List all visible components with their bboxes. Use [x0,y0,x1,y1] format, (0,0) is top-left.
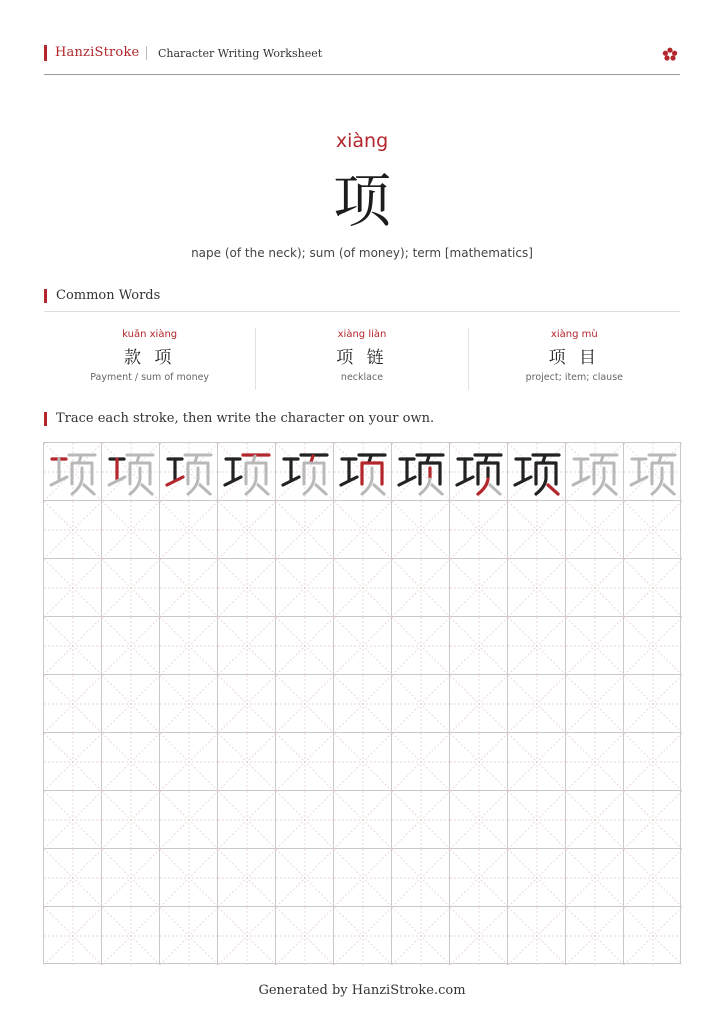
practice-cell[interactable] [450,849,508,907]
practice-cell[interactable] [566,617,624,675]
practice-cell[interactable] [102,443,160,501]
worksheet-header [44,44,680,75]
cell-guide-lines [508,791,566,849]
cell-guide-lines [160,733,218,791]
practice-cell[interactable] [334,733,392,791]
practice-cell[interactable] [450,791,508,849]
stroke-order-glyph [396,447,446,497]
cell-guide-lines [334,733,392,791]
practice-cell[interactable] [276,443,334,501]
cell-guide-lines [44,733,102,791]
practice-cell[interactable] [276,907,334,965]
practice-cell[interactable] [508,791,566,849]
common-word-item [44,328,255,390]
cell-guide-lines [218,675,276,733]
practice-cell[interactable] [624,501,682,559]
cell-guide-lines [450,791,508,849]
character-meaning: nape (of the neck); sum (of money); term [mathematics] [191,246,533,260]
practice-cell[interactable] [44,733,102,791]
brand-name: HanziStroke [55,45,140,60]
cell-guide-lines [334,501,392,559]
practice-cell[interactable] [218,733,276,791]
cell-guide-lines [44,617,102,675]
practice-cell[interactable] [334,501,392,559]
cell-guide-lines [392,675,450,733]
cell-guide-lines [102,617,160,675]
practice-cell[interactable] [566,559,624,617]
common-words-heading [44,288,160,303]
cell-guide-lines [276,907,334,965]
stroke-order-glyph [454,447,504,497]
practice-cell[interactable] [160,675,218,733]
practice-cell[interactable] [276,501,334,559]
practice-cell[interactable] [624,559,682,617]
practice-cell[interactable] [218,675,276,733]
practice-cell[interactable] [624,849,682,907]
practice-cell[interactable] [160,733,218,791]
word-meaning: project; item; clause [525,372,623,383]
practice-cell[interactable] [276,559,334,617]
cell-guide-lines [44,559,102,617]
trace-glyph [628,447,678,497]
practice-cell[interactable] [566,733,624,791]
practice-cell[interactable] [102,907,160,965]
practice-cell[interactable] [334,675,392,733]
cell-guide-lines [276,559,334,617]
stroke-order-glyph [164,447,214,497]
cell-guide-lines [624,675,682,733]
practice-cell[interactable] [276,733,334,791]
word-pinyin: xiàng mù [550,329,598,340]
cell-guide-lines [508,501,566,559]
practice-cell[interactable] [624,907,682,965]
cell-guide-lines [218,501,276,559]
cell-guide-lines [392,559,450,617]
practice-cell[interactable] [44,559,102,617]
trace-glyph [570,447,620,497]
practice-cell[interactable] [392,501,450,559]
practice-cell[interactable] [102,791,160,849]
cell-guide-lines [624,849,682,907]
practice-cell[interactable] [508,733,566,791]
stroke-order-glyph [106,447,156,497]
practice-cell[interactable] [508,675,566,733]
practice-cell[interactable] [508,849,566,907]
cell-guide-lines [450,617,508,675]
practice-cell[interactable] [44,443,102,501]
cell-guide-lines [508,617,566,675]
cell-guide-lines [566,675,624,733]
practice-cell[interactable] [160,617,218,675]
cell-guide-lines [102,675,160,733]
word-meaning: necklace [340,372,384,383]
practice-cell[interactable] [276,791,334,849]
practice-cell[interactable] [102,675,160,733]
practice-cell[interactable] [566,501,624,559]
practice-cell[interactable] [392,617,450,675]
practice-cell[interactable] [334,791,392,849]
practice-cell[interactable] [392,559,450,617]
cell-guide-lines [508,733,566,791]
practice-cell[interactable] [334,907,392,965]
cell-guide-lines [334,675,392,733]
cell-guide-lines [44,907,102,965]
practice-cell[interactable] [218,501,276,559]
cell-guide-lines [44,501,102,559]
practice-cell[interactable] [334,443,392,501]
practice-cell[interactable] [276,849,334,907]
stroke-order-glyph [512,447,562,497]
practice-cell[interactable] [450,907,508,965]
practice-cell[interactable] [450,443,508,501]
cell-guide-lines [566,617,624,675]
common-words-divider [44,311,680,312]
cell-guide-lines [624,559,682,617]
cell-guide-lines [624,617,682,675]
practice-cell[interactable] [102,559,160,617]
practice-cell[interactable] [44,501,102,559]
cell-guide-lines [160,849,218,907]
practice-cell[interactable] [508,559,566,617]
cell-guide-lines [160,907,218,965]
cell-guide-lines [450,559,508,617]
cell-guide-lines [508,675,566,733]
cell-guide-lines [44,675,102,733]
cell-guide-lines [624,501,682,559]
practice-cell[interactable] [392,907,450,965]
cell-guide-lines [102,849,160,907]
common-words-list [44,328,680,390]
practice-cell[interactable] [160,443,218,501]
practice-cell[interactable] [566,443,624,501]
cell-guide-lines [102,907,160,965]
brand-accent-bar [44,45,47,61]
practice-cell[interactable] [624,617,682,675]
practice-cell[interactable] [508,617,566,675]
word-pinyin: kuǎn xiàng [122,329,178,340]
cell-guide-lines [334,907,392,965]
cell-guide-lines [450,675,508,733]
stroke-order-glyph [338,447,388,497]
cell-guide-lines [566,907,624,965]
cell-guide-lines [276,675,334,733]
header-separator [146,46,147,60]
cell-guide-lines [566,733,624,791]
cell-guide-lines [160,501,218,559]
word-pinyin: xiàng liàn [337,329,387,340]
practice-cell[interactable] [392,675,450,733]
cell-guide-lines [392,849,450,907]
practice-cell[interactable] [450,501,508,559]
cell-guide-lines [450,501,508,559]
cell-guide-lines [160,675,218,733]
cell-guide-lines [508,907,566,965]
practice-cell[interactable] [624,733,682,791]
practice-cell[interactable] [44,791,102,849]
cell-guide-lines [160,791,218,849]
cell-guide-lines [508,849,566,907]
practice-cell[interactable] [102,733,160,791]
cell-guide-lines [102,559,160,617]
cell-guide-lines [392,733,450,791]
cell-guide-lines [566,849,624,907]
word-hanzi: 项 链 [336,348,388,368]
practice-cell[interactable] [624,443,682,501]
cell-guide-lines [624,907,682,965]
practice-cell[interactable] [566,907,624,965]
practice-cell[interactable] [102,617,160,675]
practice-cell[interactable] [624,675,682,733]
practice-cell[interactable] [218,559,276,617]
cell-guide-lines [450,907,508,965]
cell-guide-lines [218,791,276,849]
cell-guide-lines [624,733,682,791]
cell-guide-lines [624,791,682,849]
practice-cell[interactable] [160,501,218,559]
practice-cell[interactable] [102,501,160,559]
cell-guide-lines [508,559,566,617]
cell-guide-lines [218,559,276,617]
practice-cell[interactable] [160,907,218,965]
common-words-title: Common Words [56,288,161,303]
cell-guide-lines [334,559,392,617]
cell-guide-lines [160,617,218,675]
cell-guide-lines [450,849,508,907]
practice-cell[interactable] [392,443,450,501]
practice-cell[interactable] [508,907,566,965]
footer-credit: Generated by HanziStroke.com [258,983,466,998]
worksheet-subtitle: Character Writing Worksheet [158,47,323,60]
practice-cell[interactable] [160,791,218,849]
cell-guide-lines [334,617,392,675]
cell-guide-lines [102,791,160,849]
cell-guide-lines [334,849,392,907]
practice-cell[interactable] [624,791,682,849]
cell-guide-lines [450,733,508,791]
practice-cell[interactable] [508,443,566,501]
word-meaning: Payment / sum of money [90,372,210,383]
practice-cell[interactable] [334,617,392,675]
cell-guide-lines [218,849,276,907]
cell-guide-lines [566,501,624,559]
practice-cell[interactable] [218,849,276,907]
cell-guide-lines [392,907,450,965]
cell-guide-lines [276,501,334,559]
stroke-order-glyph [48,447,98,497]
practice-cell[interactable] [44,849,102,907]
cell-guide-lines [392,501,450,559]
common-word-item [468,328,680,390]
practice-cell[interactable] [218,443,276,501]
practice-cell[interactable] [44,617,102,675]
practice-cell[interactable] [566,675,624,733]
character-pinyin: xiàng [335,130,389,152]
practice-cell[interactable] [508,501,566,559]
cell-guide-lines [218,733,276,791]
practice-instruction: Trace each stroke, then write the character on your own. [56,411,435,426]
practice-cell[interactable] [334,849,392,907]
practice-cell[interactable] [102,849,160,907]
cell-guide-lines [334,791,392,849]
practice-cell[interactable] [44,675,102,733]
cell-guide-lines [218,617,276,675]
practice-cell[interactable] [392,849,450,907]
cell-guide-lines [44,849,102,907]
plum-blossom-icon [662,47,678,61]
cell-guide-lines [44,791,102,849]
cell-guide-lines [218,907,276,965]
word-hanzi: 款 项 [123,348,176,368]
cell-guide-lines [160,559,218,617]
practice-cell[interactable] [218,617,276,675]
cell-guide-lines [276,791,334,849]
practice-cell[interactable] [44,907,102,965]
practice-cell[interactable] [218,907,276,965]
practice-cell[interactable] [160,559,218,617]
cell-guide-lines [102,733,160,791]
cell-guide-lines [392,791,450,849]
word-hanzi: 项 目 [548,348,601,368]
practice-cell[interactable] [334,559,392,617]
practice-cell[interactable] [218,791,276,849]
practice-grid[interactable] [43,442,681,964]
stroke-order-glyph [222,447,272,497]
practice-cell[interactable] [276,617,334,675]
practice-cell[interactable] [392,733,450,791]
cell-guide-lines [102,501,160,559]
practice-cell[interactable] [392,791,450,849]
cell-guide-lines [566,559,624,617]
practice-cell[interactable] [450,675,508,733]
cell-guide-lines [276,617,334,675]
cell-guide-lines [276,733,334,791]
practice-cell[interactable] [276,675,334,733]
cell-guide-lines [276,849,334,907]
practice-cell[interactable] [566,791,624,849]
practice-cell[interactable] [160,849,218,907]
stroke-order-glyph [280,447,330,497]
common-word-item [255,328,467,390]
practice-cell[interactable] [566,849,624,907]
practice-cell[interactable] [450,733,508,791]
cell-guide-lines [392,617,450,675]
practice-cell[interactable] [450,617,508,675]
cell-guide-lines [566,791,624,849]
practice-cell[interactable] [450,559,508,617]
main-character: 项 [332,167,391,235]
practice-instruction-heading [44,411,434,426]
